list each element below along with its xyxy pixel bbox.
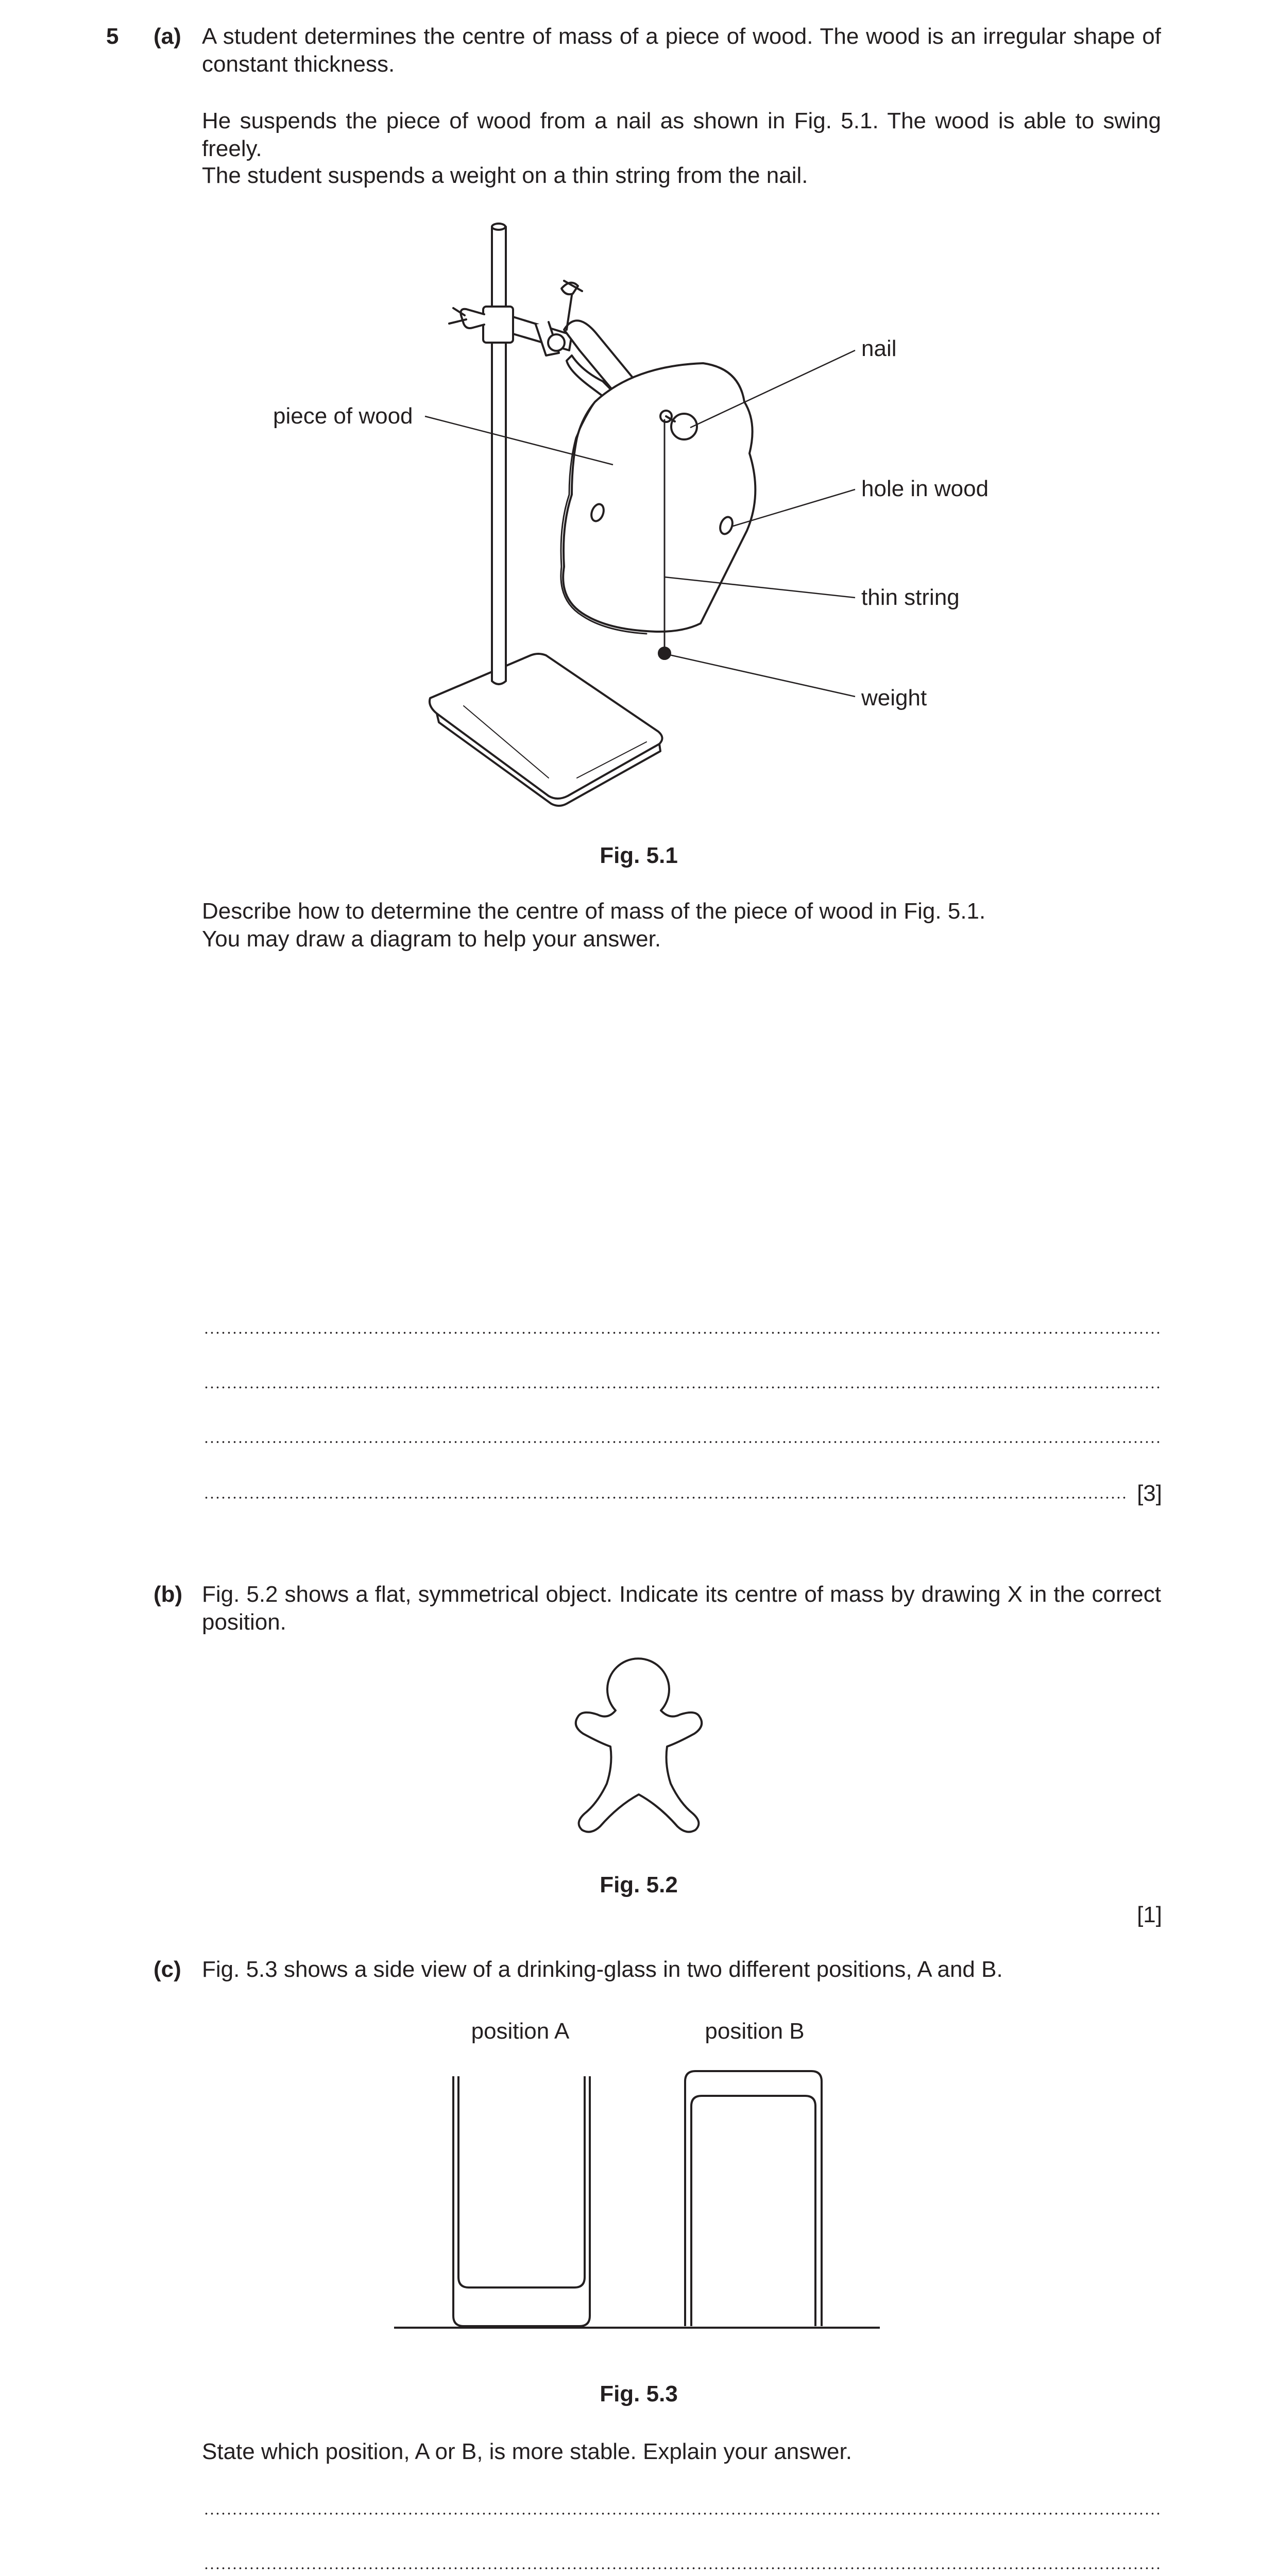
fig-5-3-caption: Fig. 5.3	[600, 2381, 678, 2406]
answer-line-a-4[interactable]	[203, 1496, 1126, 1499]
fig-5-1-caption: Fig. 5.1	[600, 843, 678, 868]
answer-line-c-2[interactable]	[203, 2567, 1162, 2570]
label-thin-string: thin string	[861, 585, 960, 610]
part-a-intro-2: He suspends the piece of wood from a nail as shown in Fig. 5.1. The wood is able to swing freely.	[202, 108, 1161, 161]
glass-position-a	[453, 2076, 590, 2326]
part-a-prompt-2: You may draw a diagram to help your answer.	[202, 926, 661, 952]
label-piece-of-wood: piece of wood	[273, 403, 413, 429]
part-b-label: (b)	[154, 1582, 183, 1607]
label-position-b: position B	[705, 2019, 805, 2044]
glass-position-b	[685, 2071, 822, 2326]
fig-5-1-diagram	[0, 0, 1278, 824]
part-a-intro-1: A student determines the centre of mass of a piece of wood. The wood is an irregular shape of constant thickness.	[202, 24, 1161, 77]
answer-line-c-1[interactable]	[203, 2512, 1162, 2515]
part-c-prompt: State which position, A or B, is more stable. Explain your answer.	[202, 2439, 852, 2464]
part-a-prompt-1: Describe how to determine the centre of mass of the piece of wood in Fig. 5.1.	[202, 899, 986, 924]
part-c-label: (c)	[154, 1957, 181, 1982]
fig-5-2-caption: Fig. 5.2	[600, 1872, 678, 1897]
answer-line-a-2[interactable]	[203, 1386, 1162, 1389]
part-a-label: (a)	[154, 24, 181, 49]
part-b-text: Fig. 5.2 shows a flat, symmetrical object. Indicate its centre of mass by drawing X in the correct position.	[202, 1582, 1161, 1635]
label-hole-in-wood: hole in wood	[861, 476, 989, 501]
part-a-marks: [3]	[1137, 1481, 1162, 1506]
part-b-marks: [1]	[1137, 1902, 1162, 1927]
weight	[659, 648, 670, 659]
question-number: 5	[106, 24, 119, 49]
label-position-a: position A	[471, 2019, 570, 2044]
stand-rod	[492, 224, 506, 684]
part-c-text: Fig. 5.3 shows a side view of a drinking-glass in two different positions, A and B.	[202, 1957, 1003, 1982]
part-a-intro-3: The student suspends a weight on a thin string from the nail.	[202, 163, 808, 188]
label-weight: weight	[861, 685, 927, 710]
answer-line-a-3[interactable]	[203, 1440, 1162, 1444]
answer-line-a-1[interactable]	[203, 1331, 1162, 1334]
fig-5-3-drinking-glasses	[0, 2050, 1278, 2360]
fig-5-2-gingerbread-shape	[0, 1649, 1278, 1855]
piece-of-wood	[563, 363, 755, 632]
stand-base	[430, 654, 662, 799]
label-nail: nail	[861, 336, 897, 361]
